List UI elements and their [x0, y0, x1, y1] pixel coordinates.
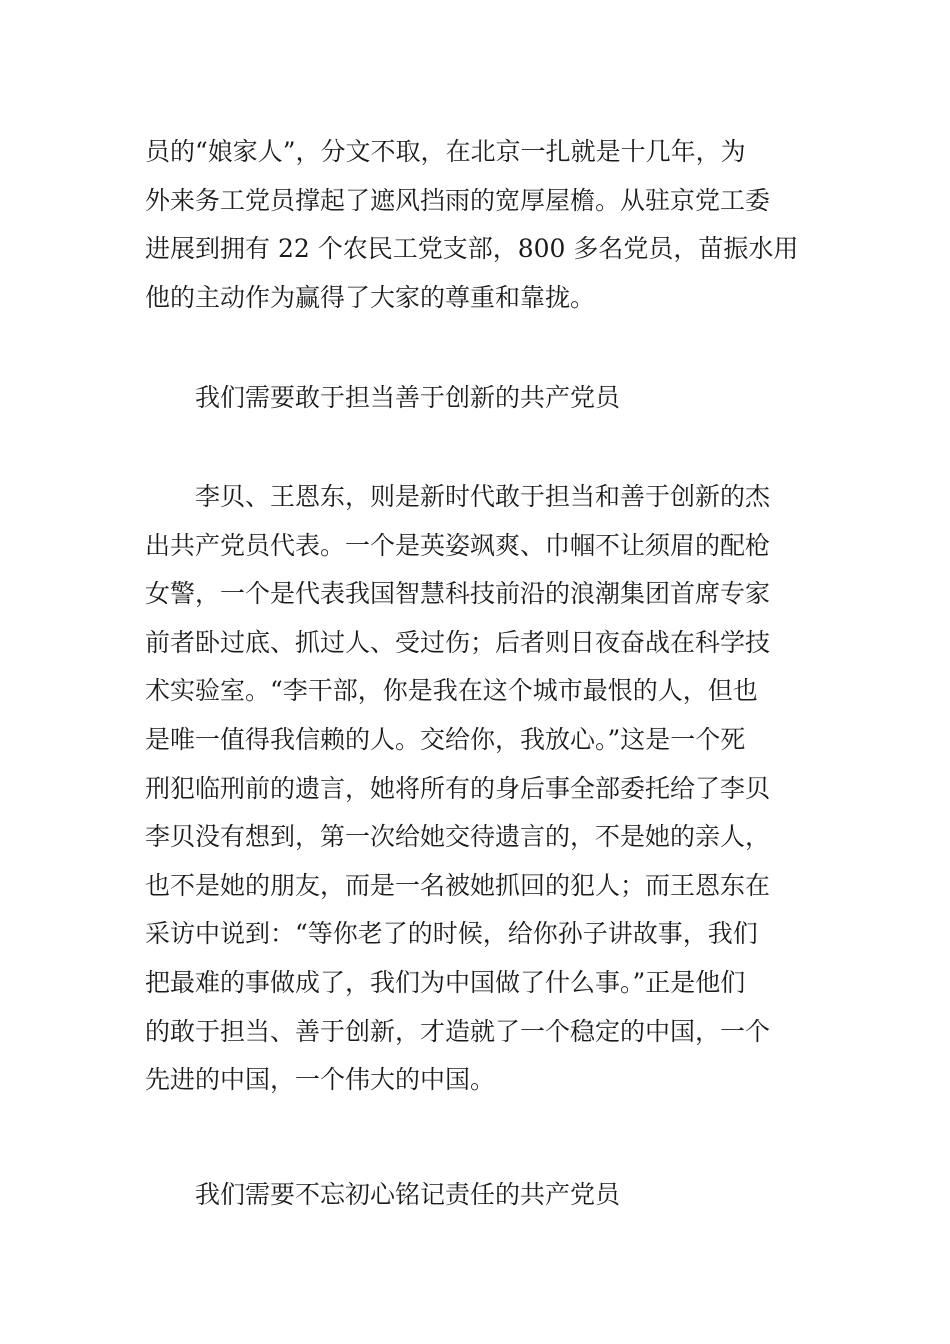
- paragraph-continuation: [145, 128, 815, 322]
- text-line: 李贝没有想到，第一次给她交待遗言的，不是她的亲人，: [145, 822, 771, 852]
- text-line: 刑犯临刑前的遗言，她将所有的身后事全部委托给了李贝: [145, 773, 771, 803]
- text-line: 女警，一个是代表我国智慧科技前沿的浪潮集团首席专家: [145, 579, 771, 609]
- text-line: 李贝、王恩东，则是新时代敢于担当和善于创新的杰: [145, 482, 771, 511]
- text-line: 术实验室。“李干部，你是我在这个城市最恨的人，但也: [145, 676, 758, 706]
- text-line: 也不是她的朋友，而是一名被她抓回的犯人；而王恩东在: [145, 870, 771, 900]
- section-heading-original-aspiration: 我们需要不忘初心铭记责任的共产党员: [195, 1180, 621, 1209]
- text-line: 他的主动作为赢得了大家的尊重和靠拢。: [145, 282, 596, 312]
- text-line: 外来务工党员撑起了遮风挡雨的宽厚屋檐。从驻京党工委: [145, 185, 771, 215]
- text-line: 出共产党员代表。一个是英姿飒爽、巾帼不让须眉的配枪: [145, 530, 771, 560]
- text-line: 是唯一值得我信赖的人。交给你，我放心。”这是一个死: [145, 724, 746, 754]
- text-line: 员的“娘家人”，分文不取，在北京一扎就是十几年，为: [145, 137, 746, 166]
- text-line: 把最难的事做成了，我们为中国做了什么事。”正是他们: [145, 967, 746, 997]
- section-heading-courage-innovation: 我们需要敢于担当善于创新的共产党员: [195, 383, 621, 412]
- text-line: 前者卧过底、抓过人、受过伤；后者则日夜奋战在科学技: [145, 627, 771, 657]
- paragraph-li-bei-wang-endong: [145, 473, 815, 1105]
- text-line: 先进的中国，一个伟大的中国。: [145, 1065, 496, 1095]
- text-line: 采访中说到：“等你老了的时候，给你孙子讲故事，我们: [145, 919, 758, 949]
- text-line: 进展到拥有 22 个农民工党支部，800 多名党员，苗振水用: [145, 234, 799, 264]
- text-line: 的敢于担当、善于创新，才造就了一个稳定的中国，一个: [145, 1016, 771, 1046]
